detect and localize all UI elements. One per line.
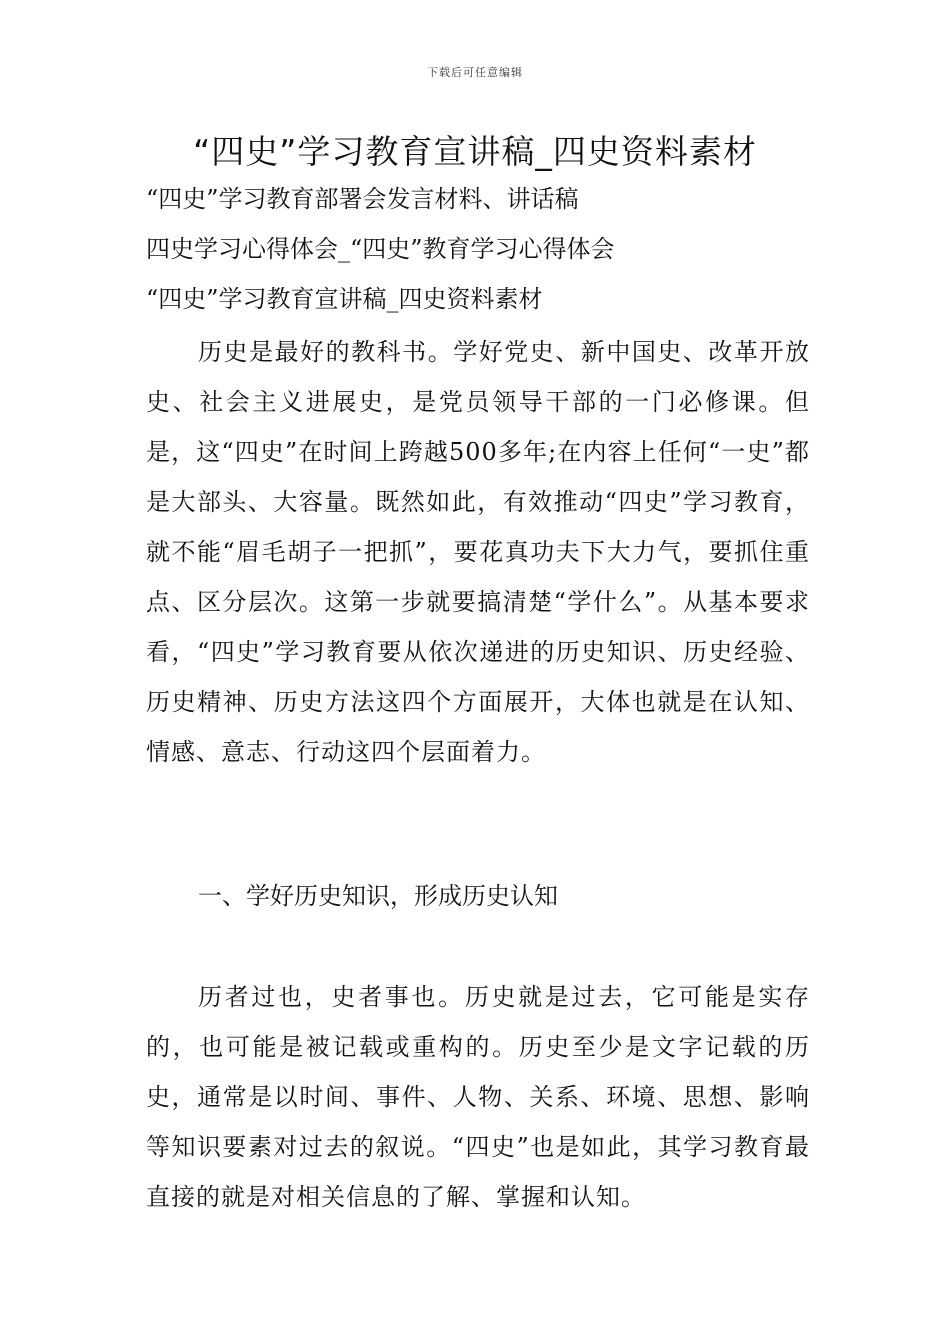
document-title: “四史”学习教育宣讲稿_四史资料素材 (193, 132, 757, 171)
related-link-3[interactable]: “四史”学习教育宣讲稿_四史资料素材 (146, 285, 543, 313)
related-link-1[interactable]: “四史”学习教育部署会发言材料、讲话稿 (146, 185, 579, 213)
section-heading: 一、学好历史知识，形成历史认知 (198, 882, 558, 910)
header-note: 下载后可任意编辑 (427, 66, 523, 79)
paragraph-intro: 历史是最好的教科书。学好党史、新中国史、改革开放史、社会主义进展史，是党员领导干部的一门必修课。但是，这“四史”在时间上跨越500多年;在内容上任何“一史”都是大部头、大容量。既然如此，有效推动“四史”学习教育，就不能“眉毛胡子一把抓”，要花真功夫下大力气，要抓住重点、区分层次。这第一步就要搞清楚“学什么”。从基本要求看，“四史”学习教育要从依次递进的历史知识、历史经验、历史精神、历史方法这四个方面展开，大体也就是在认知、情感、意志、行动这四个层面着力。 (146, 338, 810, 766)
related-link-2[interactable]: 四史学习心得体会_“四史”教育学习心得体会 (146, 235, 615, 263)
paragraph-history-knowledge: 历者过也，史者事也。历史就是过去，它可能是实存的，也可能是被记载或重构的。历史至少是文字记载的历史，通常是以时间、事件、人物、关系、环境、思想、影响等知识要素对过去的叙说。“四史”也是如此，其学习教育最直接的就是对相关信息的了解、掌握和认知。 (146, 983, 810, 1211)
